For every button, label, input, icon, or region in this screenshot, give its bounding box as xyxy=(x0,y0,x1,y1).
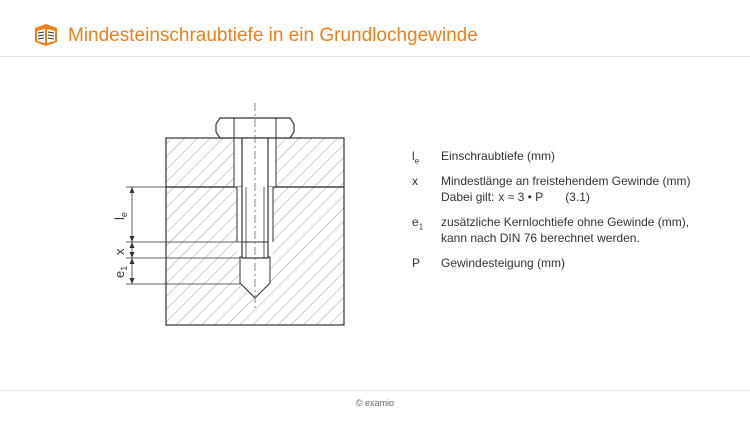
header xyxy=(0,0,750,56)
legend-item-x: x Mindestlänge an freistehendem Gewinde (mm) Dabei gilt: x ≈ 3 • P (3.1) xyxy=(412,173,732,205)
screw-diagram xyxy=(110,98,360,328)
header-divider xyxy=(0,56,750,57)
dim-label-le: $l_e$ xyxy=(112,212,129,220)
book-logo-icon xyxy=(32,22,60,48)
legend xyxy=(412,148,732,280)
footer-divider xyxy=(0,390,750,391)
legend-item-le: $l_e$ Einschraubtiefe (mm) xyxy=(412,149,556,166)
formula: Dabei gilt: x ≈ 3 • P (3.1) xyxy=(441,190,590,204)
legend-item-e1: $e_1$ zusätzliche Kernlochtiefe ohne Gewinde (mm), kann nach DIN 76 berechnet werden. xyxy=(412,215,690,245)
dim-label-e1: $e_1$ xyxy=(112,265,129,278)
dim-label-x: x xyxy=(112,248,127,255)
page-title: Mindesteinschraubtiefe in ein Grundlochgewinde xyxy=(68,25,478,46)
copyright: © examio xyxy=(355,398,395,408)
legend-item-p: P Gewindesteigung (mm) xyxy=(412,256,566,270)
